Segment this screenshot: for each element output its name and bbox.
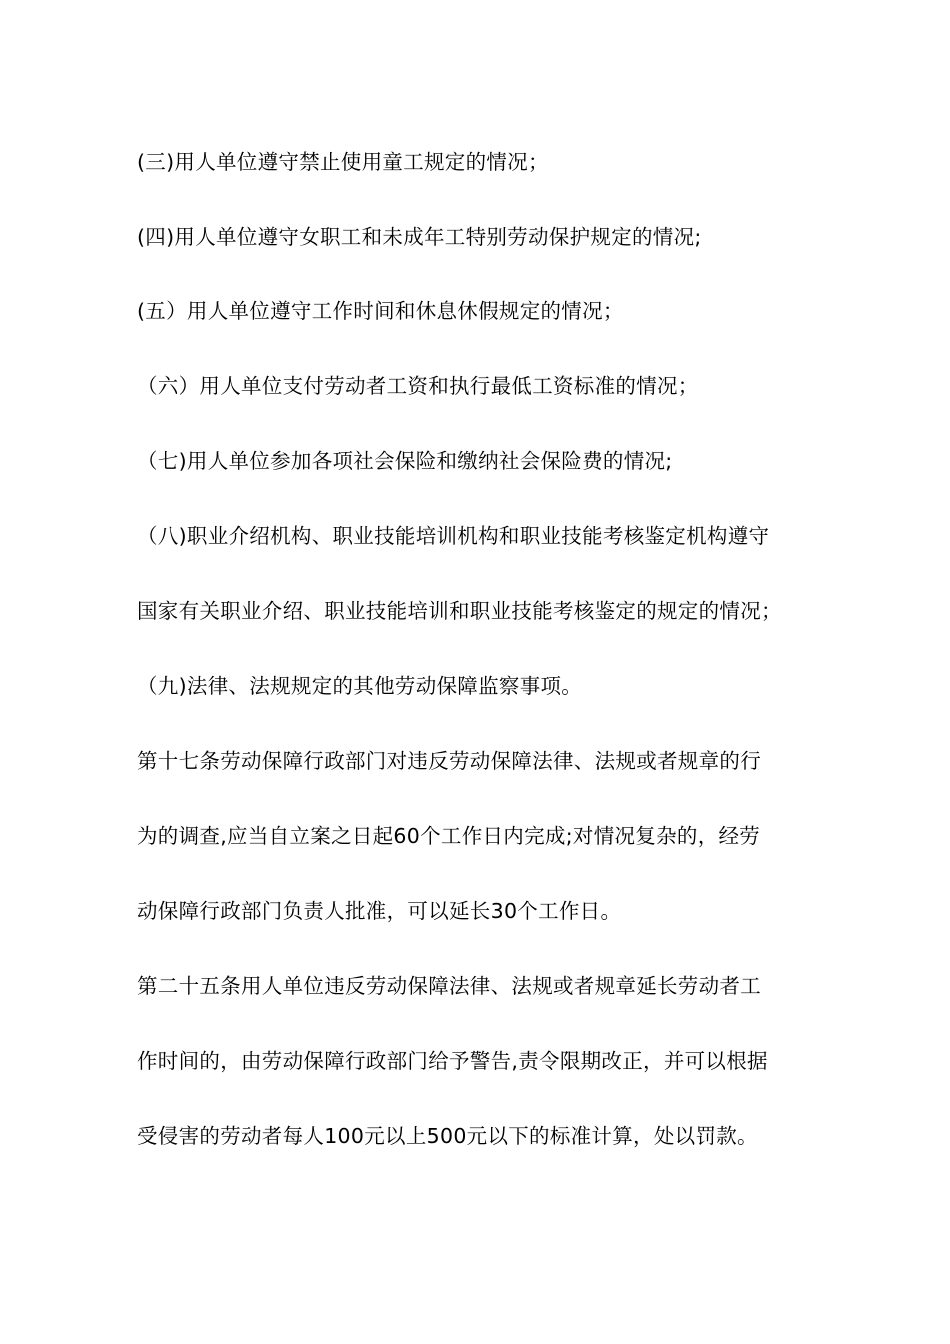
text-line: 国家有关职业介绍、职业技能培训和职业技能考核鉴定的规定的情况； bbox=[137, 599, 782, 623]
text-line: （六）用人单位支付劳动者工资和执行最低工资标准的情况； bbox=[137, 374, 699, 398]
text-line: 第二十五条用人单位违反劳动保障法律、法规或者规章延长劳动者工 bbox=[137, 974, 761, 998]
text-line: （八)职业介绍机构、职业技能培训机构和职业技能考核鉴定机构遵守 bbox=[137, 524, 770, 548]
text-line: 受侵害的劳动者每人100元以上500元以下的标准计算，处以罚款。 bbox=[137, 1124, 758, 1148]
text-line: (四)用人单位遵守女职工和未成年工特别劳动保护规定的情况; bbox=[137, 225, 702, 249]
text-line: 作时间的，由劳动保障行政部门给予警告,责令限期改正，并可以根据 bbox=[137, 1049, 768, 1073]
text-line: 为的调查,应当自立案之日起60个工作日内完成;对情况复杂的，经劳 bbox=[137, 824, 761, 848]
text-line: (三)用人单位遵守禁止使用童工规定的情况； bbox=[137, 150, 549, 174]
text-line: 第十七条劳动保障行政部门对违反劳动保障法律、法规或者规章的行 bbox=[137, 749, 761, 773]
text-line: （七)用人单位参加各项社会保险和缴纳社会保险费的情况; bbox=[137, 449, 673, 473]
text-line: (五）用人单位遵守工作时间和休息休假规定的情况； bbox=[137, 299, 624, 323]
text-line: （九)法律、法规规定的其他劳动保障监察事项。 bbox=[137, 674, 583, 698]
text-line: 动保障行政部门负责人批准，可以延长30个工作日。 bbox=[137, 899, 622, 923]
